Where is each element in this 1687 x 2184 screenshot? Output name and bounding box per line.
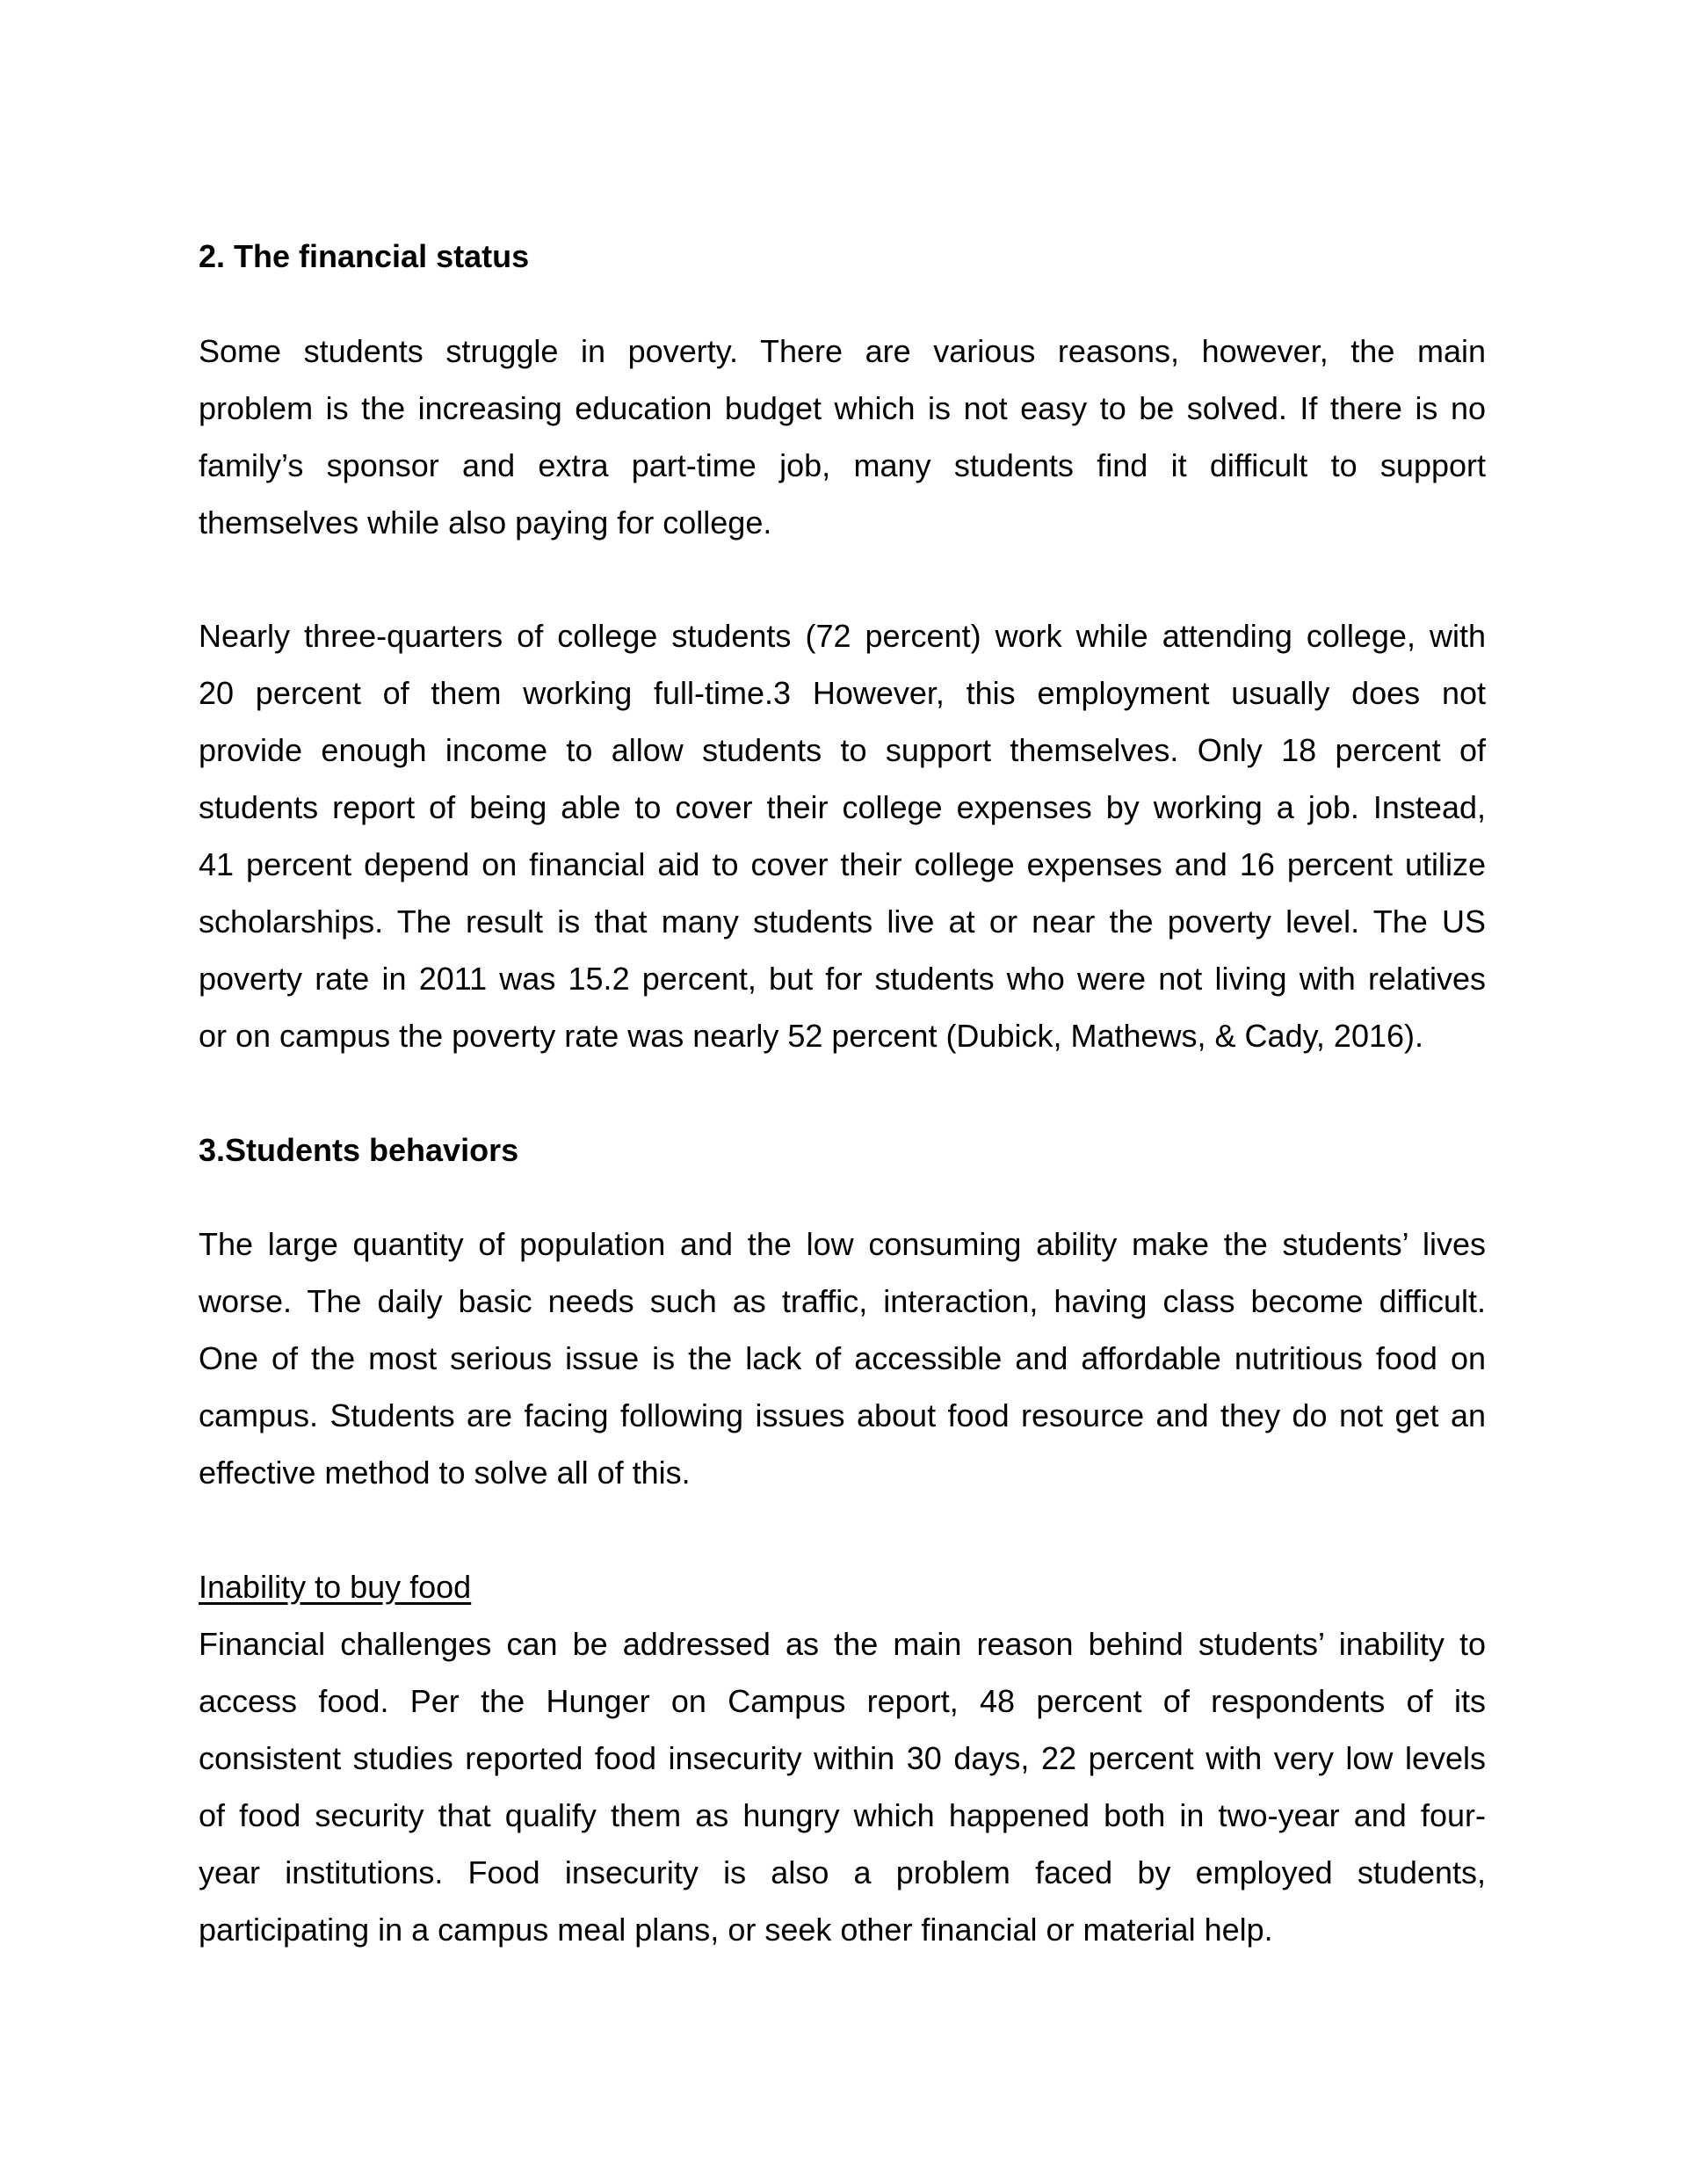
section-heading-financial-status: 2. The financial status <box>199 238 530 274</box>
text-line: of food security that qualify them as hungry which happened both in two-year and four- <box>199 1797 1486 1833</box>
text-line: or on campus the poverty rate was nearly 52 percent (Dubick, Mathews, & Cady, 2016). <box>199 1018 1423 1054</box>
text-line: Nearly three-quarters of college students (72 percent) work while attending college, with <box>199 618 1486 654</box>
text-line: The large quantity of population and the low consuming ability make the students’ lives <box>199 1226 1486 1262</box>
text-line: access food. Per the Hunger on Campus report, 48 percent of respondents of its <box>199 1683 1486 1719</box>
text-line: effective method to solve all of this. <box>199 1455 691 1491</box>
text-line: One of the most serious issue is the lack of accessible and affordable nutritious food on <box>199 1340 1486 1376</box>
text-line: 20 percent of them working full-time.3 However, this employment usually does not <box>199 675 1486 711</box>
text-line: Some students struggle in poverty. There are various reasons, however, the main <box>199 333 1486 369</box>
paragraph-employment-statistics <box>199 607 1486 1064</box>
paragraph-poverty <box>199 323 1486 551</box>
text-line: Financial challenges can be addressed as the main reason behind students’ inability to <box>199 1626 1486 1662</box>
paragraph-food-insecurity <box>199 1615 1486 1958</box>
text-line: family’s sponsor and extra part-time job, many students find it difficult to support <box>199 447 1486 483</box>
text-line: scholarships. The result is that many students live at or near the poverty level. The US <box>199 903 1486 940</box>
text-line: 41 percent depend on financial aid to cover their college expenses and 16 percent utilize <box>199 846 1486 882</box>
text-line: worse. The daily basic needs such as traffic, interaction, having class become difficult. <box>199 1283 1486 1319</box>
text-line: campus. Students are facing following issues about food resource and they do not get an <box>199 1397 1486 1433</box>
subheading-inability-to-buy-food: Inability to buy food <box>199 1569 472 1605</box>
text-line: provide enough income to allow students to support themselves. Only 18 percent of <box>199 732 1486 768</box>
text-line: problem is the increasing education budget which is not easy to be solved. If there is no <box>199 390 1486 426</box>
section-heading-students-behaviors: 3.Students behaviors <box>199 1132 519 1168</box>
text-line: students report of being able to cover their college expenses by working a job. Instead, <box>199 789 1486 825</box>
subheading-inability-to-buy-food-wrap <box>199 1558 1486 1615</box>
text-line: year institutions. Food insecurity is also a problem faced by employed students, <box>199 1854 1486 1890</box>
text-line: themselves while also paying for college. <box>199 504 772 541</box>
text-line: poverty rate in 2011 was 15.2 percent, but for students who were not living with relatives <box>199 961 1486 997</box>
paragraph-student-lives <box>199 1215 1486 1501</box>
text-line: participating in a campus meal plans, or seek other financial or material help. <box>199 1912 1273 1948</box>
text-line: consistent studies reported food insecurity within 30 days, 22 percent with very low levels <box>199 1740 1486 1776</box>
